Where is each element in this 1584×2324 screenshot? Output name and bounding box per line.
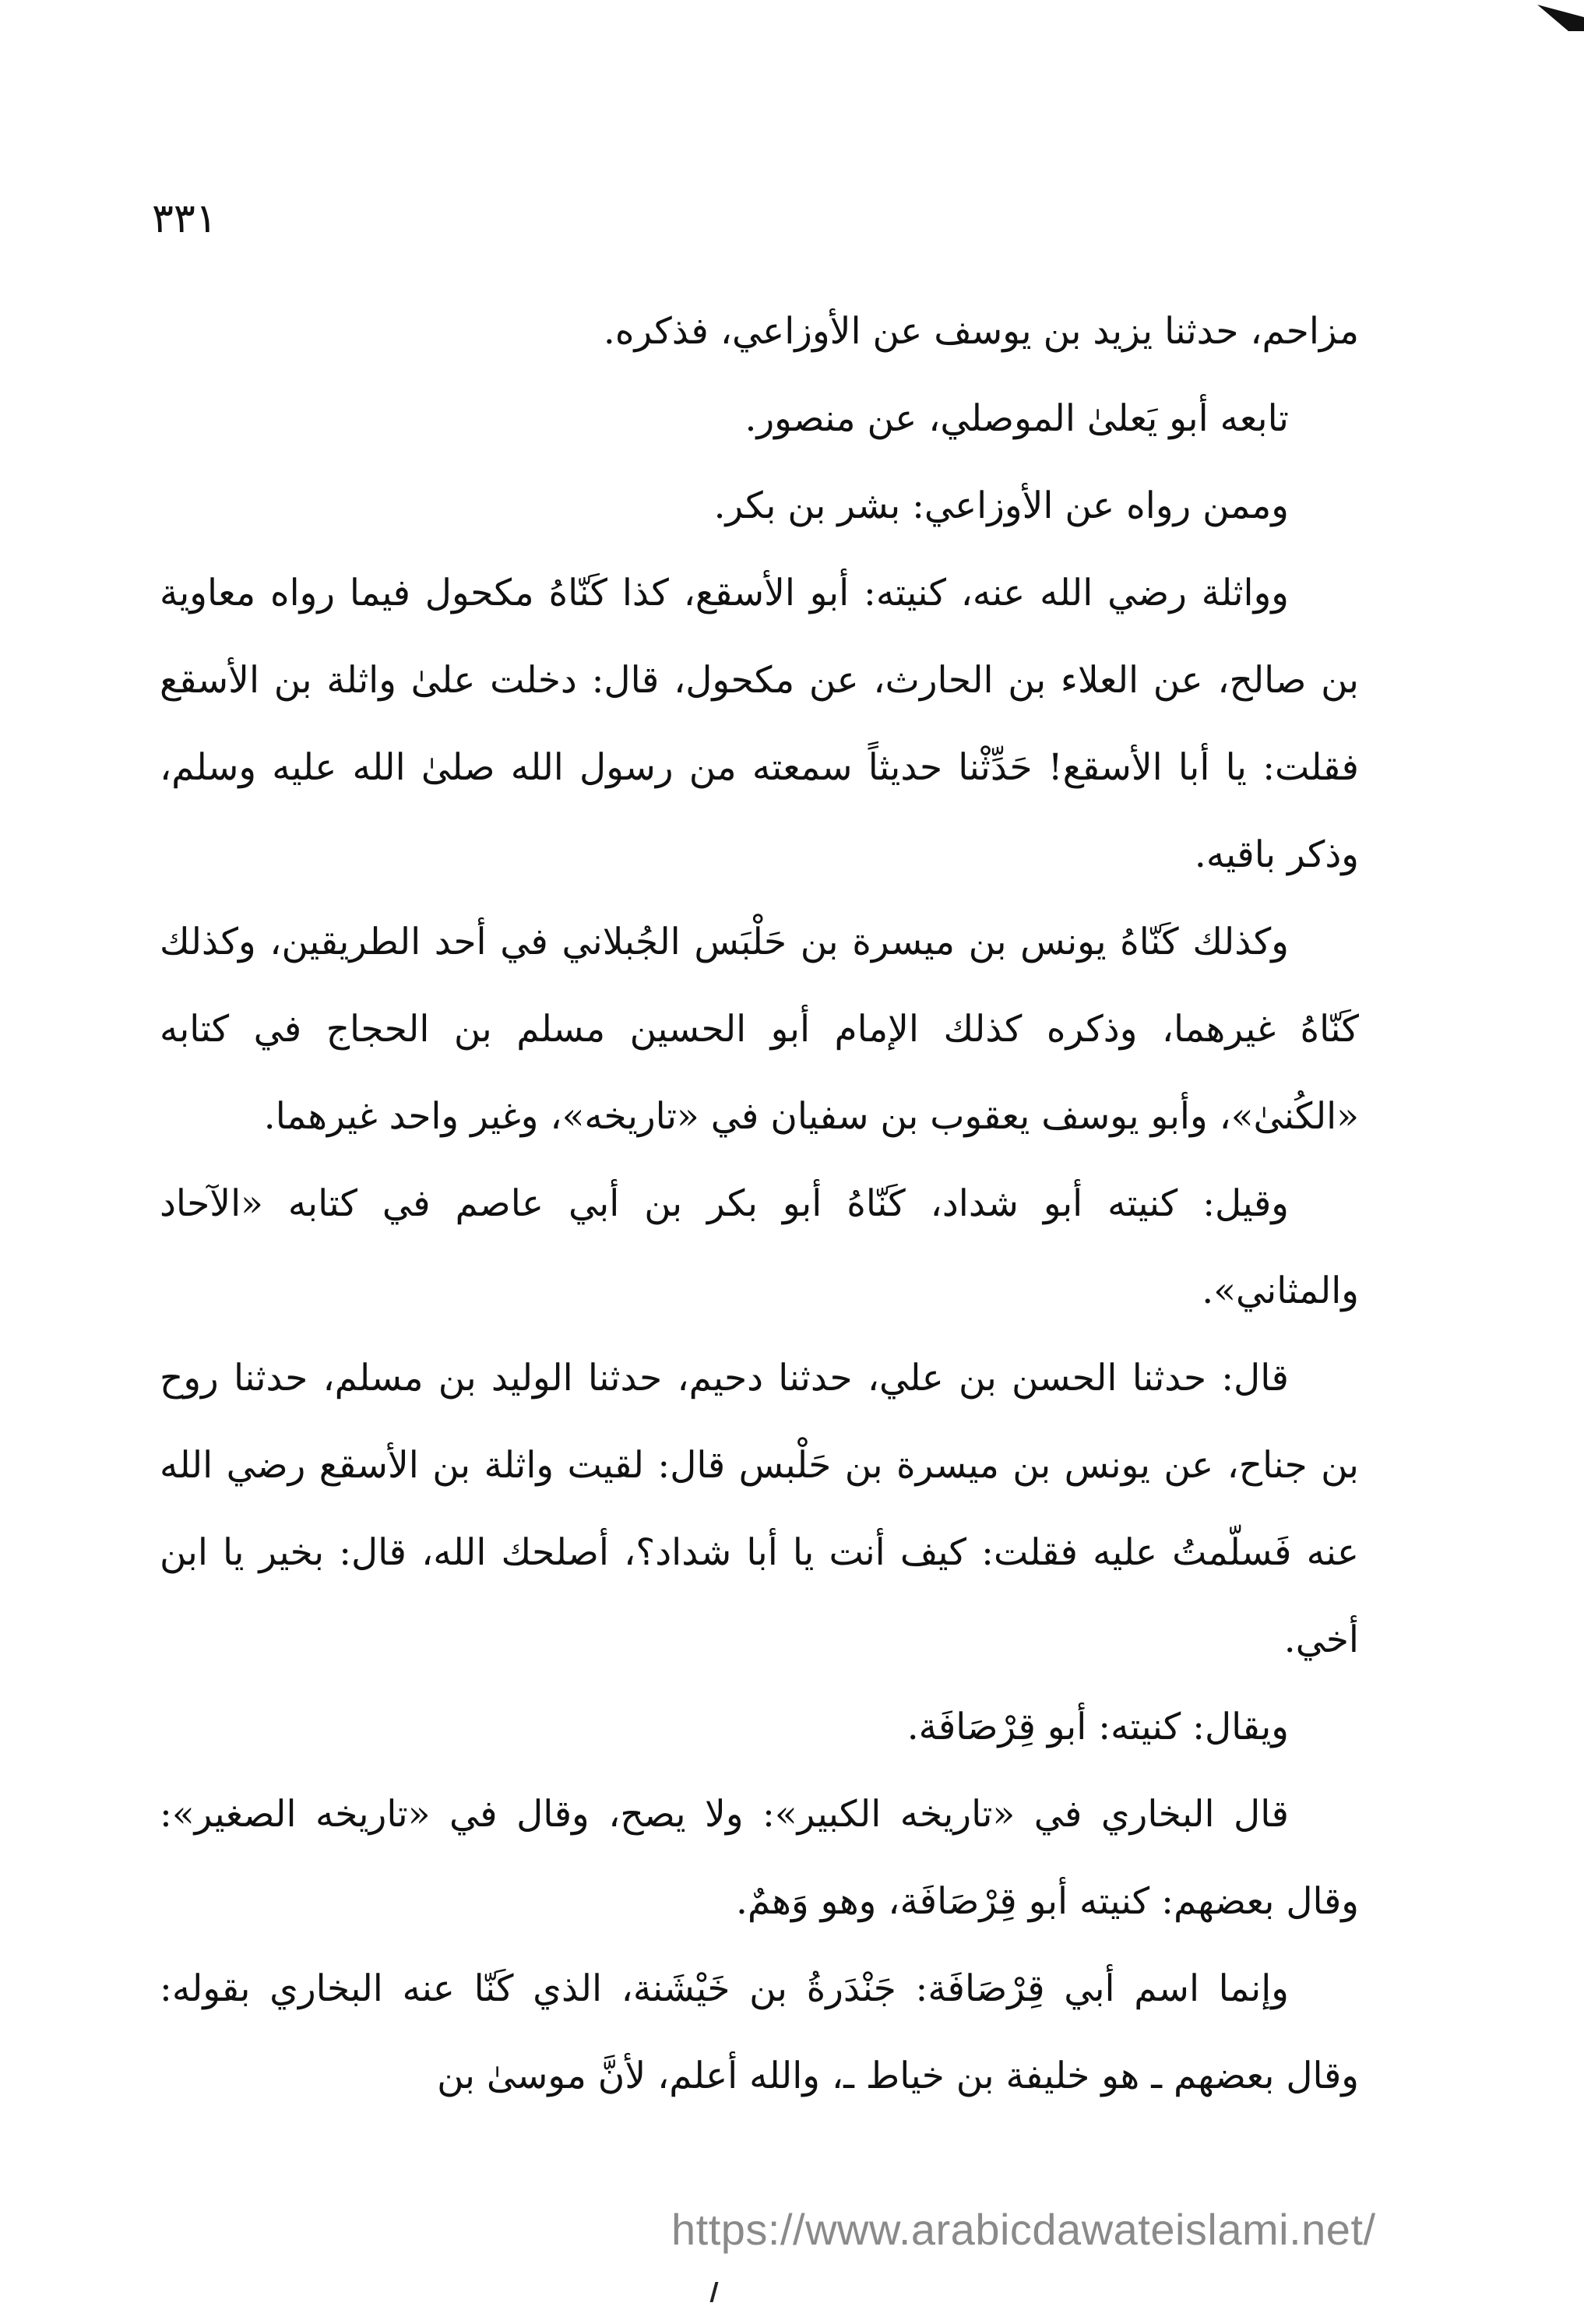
page-number: ٣٣١ xyxy=(152,195,217,242)
paragraph: وإنما اسم أبي قِرْصَافَة: جَنْدَرةُ بن خَيْشَنة، الذي كَنّا عنه البخاري بقوله: وقال بعضهم ـ هو خليفة بن خياط ـ، والله أعلم، لأنَّ موسىٰ بن xyxy=(160,1967,1359,2097)
body-text xyxy=(160,288,1359,2120)
paragraph: وممن رواه عن الأوزاعي: بشر بن بكر. xyxy=(713,484,1289,527)
stray-print-mark xyxy=(710,2282,719,2302)
paragraph: وقيل: كنيته أبو شداد، كَنّاهُ أبو بكر بن أبي عاصم في كتابه «الآحاد والمثاني». xyxy=(160,1182,1359,1312)
paragraph: قال البخاري في «تاريخه الكبير»: ولا يصح، وقال في «تاريخه الصغير»: وقال بعضهم: كنيته أبو قِرْصَافَة، وهو وَهمٌ. xyxy=(160,1793,1359,1923)
paragraph: تابعه أبو يَعلىٰ الموصلي، عن منصور. xyxy=(744,397,1289,440)
paragraph: وكذلك كَنّاهُ يونس بن ميسرة بن حَلْبَس الجُبلاني في أحد الطريقين، وكذلك كَنّاهُ غيرهما، وذكره كذلك الإمام أبو الحسين مسلم بن الحجاج في كتابه «الكُنىٰ»، وأبو يوسف يعقوب بن سفيان في «تاريخه»، وغير واحد غيرهما. xyxy=(160,921,1359,1138)
paragraph: ويقال: كنيته: أبو قِرْصَافَة. xyxy=(906,1706,1289,1748)
page-corner-mark xyxy=(1537,0,1584,31)
footer-url: https://www.arabicdawateislami.net/ xyxy=(671,2205,1376,2254)
paragraph: وواثلة رضي الله عنه، كنيته: أبو الأسقع، كذا كَنّاهُ مكحول فيما رواه معاوية بن صالح، عن العلاء بن الحارث، عن مكحول، قال: دخلت علىٰ واثلة بن الأسقع فقلت: يا أبا الأسقع! حَدِّثْنا حديثاً سمعته من رسول الله صلىٰ الله عليه وسلم، وذكر باقيه. xyxy=(160,572,1359,876)
paragraph: قال: حدثنا الحسن بن علي، حدثنا دحيم، حدثنا الوليد بن مسلم، حدثنا روح بن جناح، عن يونس بن ميسرة بن حَلْبس قال: لقيت واثلة بن الأسقع رضي الله عنه فَسلّمتُ عليه فقلت: كيف أنت يا أبا شداد؟، أصلحك الله، قال: بخير يا ابن أخي. xyxy=(160,1357,1359,1661)
paragraph: مزاحم، حدثنا يزيد بن يوسف عن الأوزاعي، فذكره. xyxy=(603,310,1359,353)
